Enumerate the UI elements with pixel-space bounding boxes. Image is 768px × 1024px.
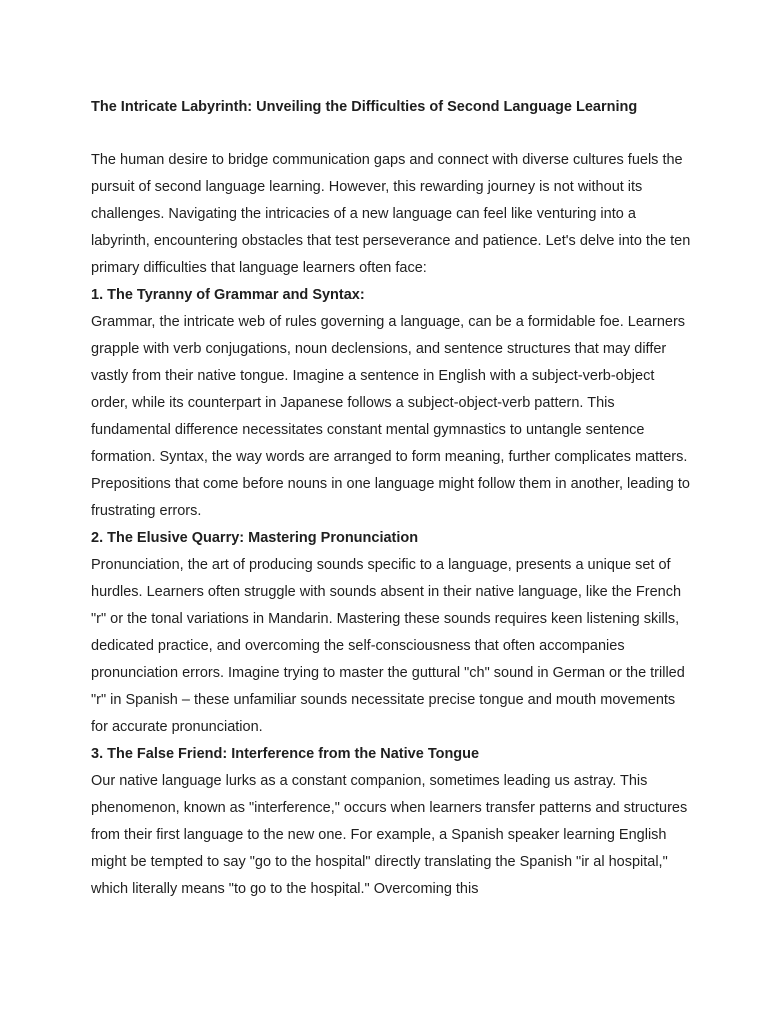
section-heading: 2. The Elusive Quarry: Mastering Pronunciation xyxy=(91,530,419,546)
section-body: Our native language lurks as a constant companion, sometimes leading us astray. This phenomenon, known as "interference," occurs when learners transfer patterns and structures from their first language to the new one. For example, a Spanish speaker learning English might be tempted to say "go to the hospital" directly translating the Spanish "ir al hospital," which literally means "to go to the hospital." Overcoming this xyxy=(91,773,688,897)
section-body: Grammar, the intricate web of rules governing a language, can be a formidable foe. Learners grapple with verb conjugations, noun declensions, and sentence structures that may differ vastly from their native tongue. Imagine a sentence in English with a subject-verb-object order, while its counterpart in Japanese follows a subject-object-verb pattern. This fundamental difference necessitates constant mental gymnastics to untangle sentence formation. Syntax, the way words are arranged to form meaning, further complicates matters. Prepositions that come before nouns in one language might follow them in another, leading to frustrating errors. xyxy=(91,314,690,519)
section-interference xyxy=(91,741,691,903)
section-heading: 3. The False Friend: Interference from the Native Tongue xyxy=(91,746,480,762)
section-grammar xyxy=(91,282,691,525)
document-title: The Intricate Labyrinth: Unveiling the Difficulties of Second Language Learning xyxy=(91,99,638,115)
section-heading: 1. The Tyranny of Grammar and Syntax: xyxy=(91,287,365,303)
document-page xyxy=(91,96,691,903)
intro-paragraph: The human desire to bridge communication gaps and connect with diverse cultures fuels the pursuit of second language learning. However, this rewarding journey is not without its challenges. Navigating the intricacies of a new language can feel like venturing into a labyrinth, encountering obstacles that test perseverance and patience. Let's delve into the ten primary difficulties that language learners often face: xyxy=(91,152,691,276)
section-body: Pronunciation, the art of producing sounds specific to a language, presents a unique set of hurdles. Learners often struggle with sounds absent in their native language, like the French "r" or the tonal variations in Mandarin. Mastering these sounds requires keen listening skills, dedicated practice, and overcoming the self-consciousness that often accompanies pronunciation errors. Imagine trying to master the guttural "ch" sound in German or the trilled "r" in Spanish – these unfamiliar sounds necessitate precise tongue and mouth movements for accurate pronunciation. xyxy=(91,557,685,735)
section-pronunciation xyxy=(91,525,691,741)
